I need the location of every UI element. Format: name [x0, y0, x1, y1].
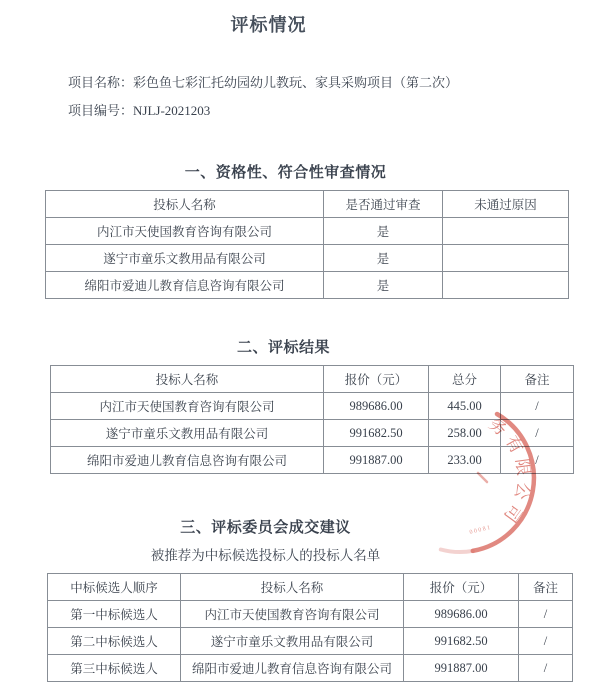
bidder-name-cell: 绵阳市爱迪儿教育信息咨询有限公司: [51, 447, 324, 474]
table-row: [51, 393, 574, 420]
bidder-name-cell: 遂宁市童乐文教用品有限公司: [181, 628, 404, 655]
remark-cell: /: [501, 393, 574, 420]
table-header-row: [46, 191, 569, 218]
fail-reason-cell: [443, 245, 569, 272]
fail-reason-cell: [443, 272, 569, 299]
project-number-value: NJLJ-2021203: [133, 103, 211, 118]
table-row: [48, 601, 573, 628]
remark-cell: /: [519, 655, 573, 682]
bidder-name-cell: 遂宁市童乐文教用品有限公司: [51, 420, 324, 447]
quote-cell: 991682.50: [404, 628, 519, 655]
col-header-total-score: 总分: [429, 366, 501, 393]
quote-cell: 991887.00: [324, 447, 429, 474]
candidate-order-cell: 第二中标候选人: [48, 628, 181, 655]
seal-serial-text: 00081: [469, 524, 493, 536]
project-name-line: [68, 72, 458, 91]
candidate-order-cell: 第一中标候选人: [48, 601, 181, 628]
col-header-bidder-name: 投标人名称: [46, 191, 324, 218]
col-header-candidate-order: 中标候选人顺序: [48, 574, 181, 601]
seal-arc-text: 务有限公司: [485, 414, 534, 530]
table-row: [46, 245, 569, 272]
page-title: 评标情况: [230, 15, 307, 35]
table-row: [48, 628, 573, 655]
total-score-cell: 258.00: [429, 420, 501, 447]
section3-subtitle: 被推荐为中标候选投标人的投标人名单: [150, 548, 381, 563]
candidate-recommendation-table: [47, 573, 573, 682]
col-header-fail-reason: 未通过原因: [443, 191, 569, 218]
pass-review-cell: 是: [324, 245, 443, 272]
quote-cell: 989686.00: [404, 601, 519, 628]
evaluation-result-table: [50, 365, 574, 474]
bidder-name-cell: 内江市天使国教育咨询有限公司: [181, 601, 404, 628]
pass-review-cell: 是: [324, 272, 443, 299]
quote-cell: 991887.00: [404, 655, 519, 682]
col-header-bidder-name: 投标人名称: [181, 574, 404, 601]
table-row: [51, 447, 574, 474]
bidder-name-cell: 绵阳市爱迪儿教育信息咨询有限公司: [181, 655, 404, 682]
seal-ink-mark: [478, 473, 487, 482]
bidder-name-cell: 内江市天使国教育咨询有限公司: [46, 218, 324, 245]
bidder-name-cell: 绵阳市爱迪儿教育信息咨询有限公司: [46, 272, 324, 299]
remark-cell: /: [501, 420, 574, 447]
remark-cell: /: [519, 601, 573, 628]
pass-review-cell: 是: [324, 218, 443, 245]
project-name-label: 项目名称：: [68, 75, 134, 90]
bidder-name-cell: 内江市天使国教育咨询有限公司: [51, 393, 324, 420]
table-row: [48, 655, 573, 682]
remark-cell: /: [519, 628, 573, 655]
project-number-label: 项目编号：: [68, 103, 134, 118]
qualification-review-table: [45, 190, 569, 299]
total-score-cell: 445.00: [429, 393, 501, 420]
col-header-quote: 报价（元）: [324, 366, 429, 393]
col-header-quote: 报价（元）: [404, 574, 519, 601]
candidate-order-cell: 第三中标候选人: [48, 655, 181, 682]
quote-cell: 989686.00: [324, 393, 429, 420]
remark-cell: /: [501, 447, 574, 474]
table-row: [51, 420, 574, 447]
section3-heading: 三、评标委员会成交建议: [180, 520, 351, 536]
col-header-pass-review: 是否通过审查: [324, 191, 443, 218]
bidder-name-cell: 遂宁市童乐文教用品有限公司: [46, 245, 324, 272]
table-header-row: [51, 366, 574, 393]
section2-heading: 二、评标结果: [236, 340, 330, 356]
col-header-bidder-name: 投标人名称: [51, 366, 324, 393]
col-header-remark: 备注: [519, 574, 573, 601]
table-row: [46, 272, 569, 299]
section1-heading: 一、资格性、符合性审查情况: [184, 165, 387, 181]
table-header-row: [48, 574, 573, 601]
project-name-value: 彩色鱼七彩汇托幼园幼儿教玩、家具采购项目（第二次）: [133, 75, 459, 90]
total-score-cell: 233.00: [429, 447, 501, 474]
quote-cell: 991682.50: [324, 420, 429, 447]
col-header-remark: 备注: [501, 366, 574, 393]
project-number-line: [68, 100, 210, 119]
table-row: [46, 218, 569, 245]
fail-reason-cell: [443, 218, 569, 245]
